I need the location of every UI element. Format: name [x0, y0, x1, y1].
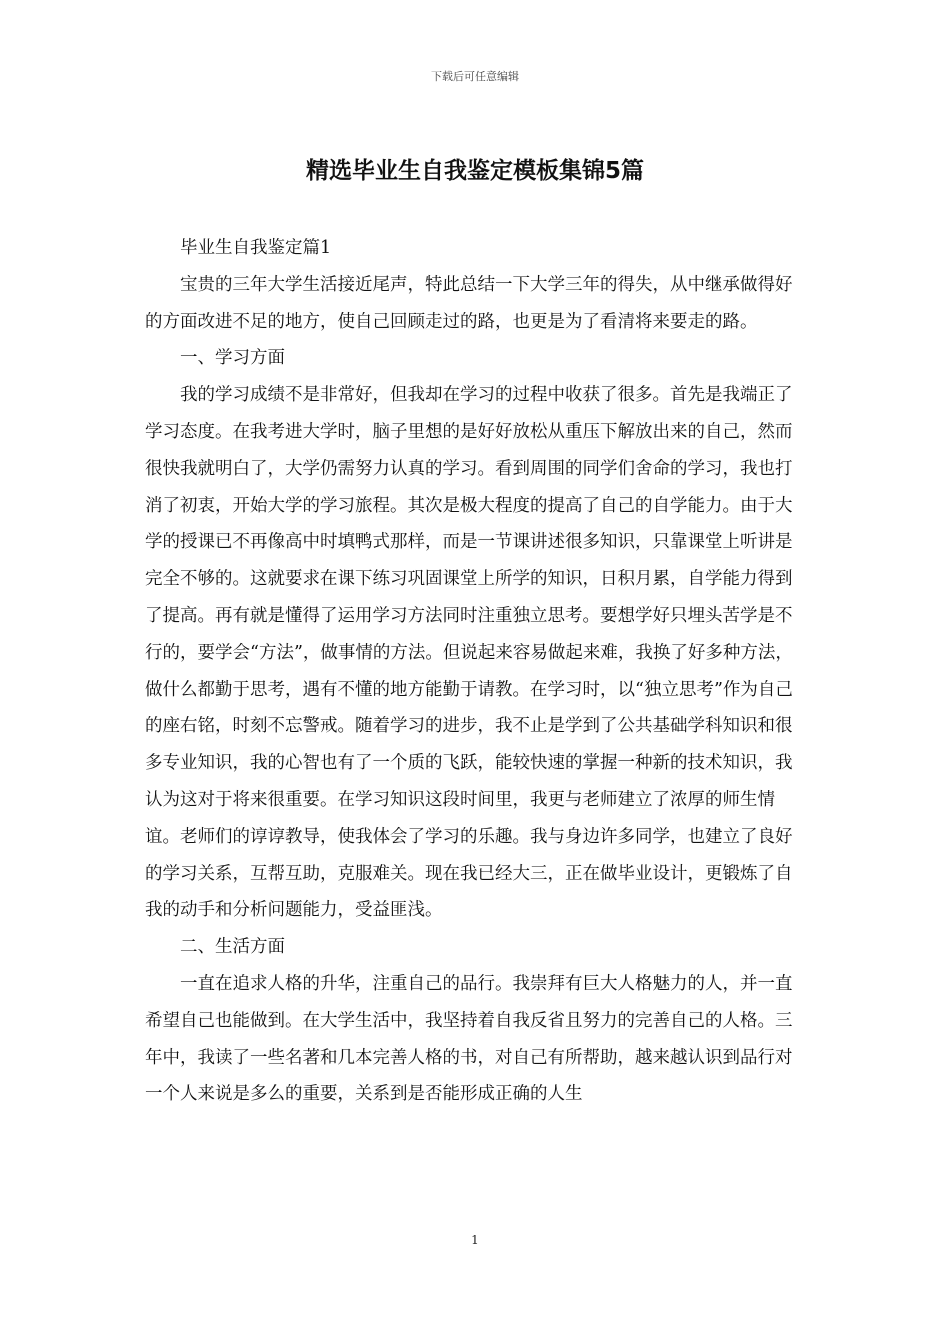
- document-body: [145, 230, 805, 1113]
- body-paragraph: 一直在追求人格的升华，注重自己的品行。我崇拜有巨大人格魅力的人，并一直希望自己也能做到。在大学生活中，我坚持着自我反省且努力的完善自己的人格。三年中，我读了一些名著和几本完善人格的书，对自己有所帮助，越来越认识到品行对一个人来说是多么的重要，关系到是否能形成正确的人生: [145, 973, 793, 1105]
- page-number: 1: [471, 1233, 479, 1247]
- section-heading: 二、生活方面: [180, 937, 285, 958]
- section-heading: 毕业生自我鉴定篇1: [180, 238, 332, 258]
- document-title: 精选毕业生自我鉴定模板集锦5篇: [305, 158, 644, 184]
- section-heading: 一、学习方面: [180, 348, 285, 369]
- page-header-note: 下载后可任意编辑: [431, 70, 519, 83]
- body-paragraph: 我的学习成绩不是非常好，但我却在学习的过程中收获了很多。首先是我端正了学习态度。在我考进大学时，脑子里想的是好好放松从重压下解放出来的自己，然而很快我就明白了，大学仍需努力认真的学习。看到周围的同学们舍命的学习，我也打消了初衷，开始大学的学习旅程。其次是极大程度的提高了自己的自学能力。由于大学的授课已不再像高中时填鸭式那样，而是一节课讲述很多知识，只靠课堂上听讲是完全不够的。这就要求在课下练习巩固课堂上所学的知识，日积月累，自学能力得到了提高。再有就是懂得了运用学习方法同时注重独立思考。要想学好只埋头苦学是不行的，要学会“方法”，做事情的方法。但说起来容易做起来难，我换了好多种方法，做什么都勤于思考，遇有不懂的地方能勤于请教。在学习时，以“独立思考”作为自己的座右铭，时刻不忘警戒。随着学习的进步，我不止是学到了公共基础学科知识和很多专业知识，我的心智也有了一个质的飞跃，能较快速的掌握一种新的技术知识，我认为这对于将来很重要。在学习知识这段时间里，我更与老师建立了浓厚的师生情谊。老师们的谆谆教导，使我体会了学习的乐趣。我与身边许多同学，也建立了良好的学习关系，互帮互助，克服难关。现在我已经大三，正在做毕业设计，更锻炼了自我的动手和分析问题能力，受益匪浅。: [145, 385, 793, 921]
- body-paragraph: 宝贵的三年大学生活接近尾声，特此总结一下大学三年的得失，从中继承做得好的方面改进不足的地方，使自己回顾走过的路，也更是为了看清将来要走的路。: [145, 274, 793, 332]
